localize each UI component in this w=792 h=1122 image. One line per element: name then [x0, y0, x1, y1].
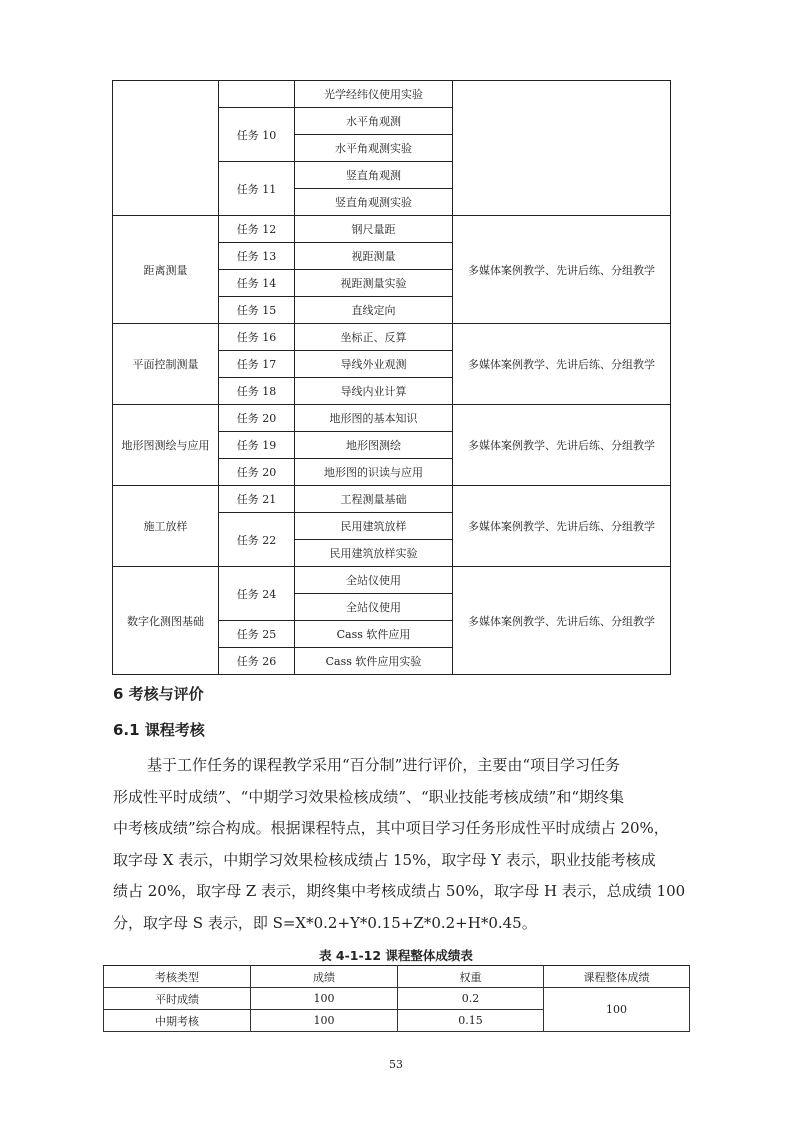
paragraph-line: 形成性平时成绩”、“中期学习效果检核成绩”、“职业技能考核成绩”和“期终集 [113, 787, 625, 806]
method-cell: 多媒体案例教学、先讲后练、分组教学 [453, 567, 671, 675]
content-cell: 水平角观测实验 [295, 135, 453, 162]
table-caption: 表 4-1-12 课程整体成绩表 [319, 948, 473, 963]
task-cell: 任务 24 [219, 567, 295, 621]
content-cell: 视距测量实验 [295, 270, 453, 297]
module-cell: 距离测量 [113, 216, 219, 324]
content-cell: 直线定向 [295, 297, 453, 324]
task-cell: 任务 20 [219, 459, 295, 486]
task-cell [219, 81, 295, 108]
table-row [113, 405, 671, 432]
paragraph-line: 取字母 X 表示，中期学习效果检核成绩占 15%，取字母 Y 表示，职业技能考核成 [113, 850, 656, 869]
table-header-row [104, 966, 690, 988]
method-cell: 多媒体案例教学、先讲后练、分组教学 [453, 216, 671, 324]
content-cell: 工程测量基础 [295, 486, 453, 513]
content-cell: 导线外业观测 [295, 351, 453, 378]
content-cell: 民用建筑放样实验 [295, 540, 453, 567]
content-cell: 导线内业计算 [295, 378, 453, 405]
table-row [113, 324, 671, 351]
task-cell: 任务 25 [219, 621, 295, 648]
module-cell: 地形图测绘与应用 [113, 405, 219, 486]
module-cell: 平面控制测量 [113, 324, 219, 405]
method-cell: 多媒体案例教学、先讲后练、分组教学 [453, 405, 671, 486]
paragraph-line: 分，取字母 S 表示，即 S=X*0.2+Y*0.15+Z*0.2+H*0.45。 [113, 913, 537, 932]
weight-cell: 0.2 [398, 988, 544, 1010]
content-cell: 水平角观测 [295, 108, 453, 135]
type-cell: 中期考核 [104, 1010, 251, 1032]
task-cell: 任务 11 [219, 162, 295, 216]
task-cell: 任务 15 [219, 297, 295, 324]
task-cell: 任务 14 [219, 270, 295, 297]
module-cell: 施工放样 [113, 486, 219, 567]
type-cell: 平时成绩 [104, 988, 251, 1010]
header-cell: 考核类型 [104, 966, 251, 988]
content-cell: 全站仪使用 [295, 567, 453, 594]
method-cell: 多媒体案例教学、先讲后练、分组教学 [453, 486, 671, 567]
weight-cell: 0.15 [398, 1010, 544, 1032]
method-cell: 多媒体案例教学、先讲后练、分组教学 [453, 324, 671, 405]
header-cell: 课程整体成绩 [544, 966, 690, 988]
header-cell: 权重 [398, 966, 544, 988]
content-cell: 竖直角观测实验 [295, 189, 453, 216]
assessment-paragraph [113, 750, 686, 939]
score-cell: 100 [251, 988, 398, 1010]
table-row [113, 567, 671, 594]
method-cell [453, 81, 671, 216]
header-cell: 成绩 [251, 966, 398, 988]
content-cell: 民用建筑放样 [295, 513, 453, 540]
content-cell: 地形图测绘 [295, 432, 453, 459]
table-row [113, 81, 671, 108]
overall-cell: 100 [544, 988, 690, 1032]
table-row [113, 486, 671, 513]
section-heading: 6 考核与评价 [113, 685, 204, 703]
score-cell: 100 [251, 1010, 398, 1032]
paragraph-line: 绩占 20%，取字母 Z 表示，期终集中考核成绩占 50%，取字母 H 表示，总成绩 100 [113, 882, 686, 900]
score-table [103, 965, 690, 1032]
paragraph-line: 基于工作任务的课程教学采用“百分制”进行评价，主要由“项目学习任务 [147, 756, 621, 774]
table-row [104, 988, 690, 1010]
content-cell: 钢尺量距 [295, 216, 453, 243]
content-cell: 竖直角观测 [295, 162, 453, 189]
task-cell: 任务 16 [219, 324, 295, 351]
content-cell: 视距测量 [295, 243, 453, 270]
subsection-heading: 6.1 课程考核 [113, 721, 205, 739]
content-cell: 全站仪使用 [295, 594, 453, 621]
content-cell: 光学经纬仪使用实验 [295, 81, 453, 108]
content-cell: 地形图的基本知识 [295, 405, 453, 432]
module-cell [113, 81, 219, 216]
paragraph-line: 中考核成绩”综合构成。根据课程特点，其中项目学习任务形成性平时成绩占 20%， [113, 819, 669, 837]
task-cell: 任务 20 [219, 405, 295, 432]
task-cell: 任务 26 [219, 648, 295, 675]
task-cell: 任务 17 [219, 351, 295, 378]
task-content-table [112, 80, 671, 675]
content-cell: Cass 软件应用 [295, 621, 453, 648]
content-cell: 地形图的识读与应用 [295, 459, 453, 486]
content-cell: 坐标正、反算 [295, 324, 453, 351]
task-cell: 任务 18 [219, 378, 295, 405]
module-cell: 数字化测图基础 [113, 567, 219, 675]
task-cell: 任务 19 [219, 432, 295, 459]
task-cell: 任务 22 [219, 513, 295, 567]
task-cell: 任务 12 [219, 216, 295, 243]
task-cell: 任务 10 [219, 108, 295, 162]
task-cell: 任务 13 [219, 243, 295, 270]
content-cell: Cass 软件应用实验 [295, 648, 453, 675]
table-row [113, 216, 671, 243]
page-number: 53 [389, 1058, 403, 1071]
task-cell: 任务 21 [219, 486, 295, 513]
